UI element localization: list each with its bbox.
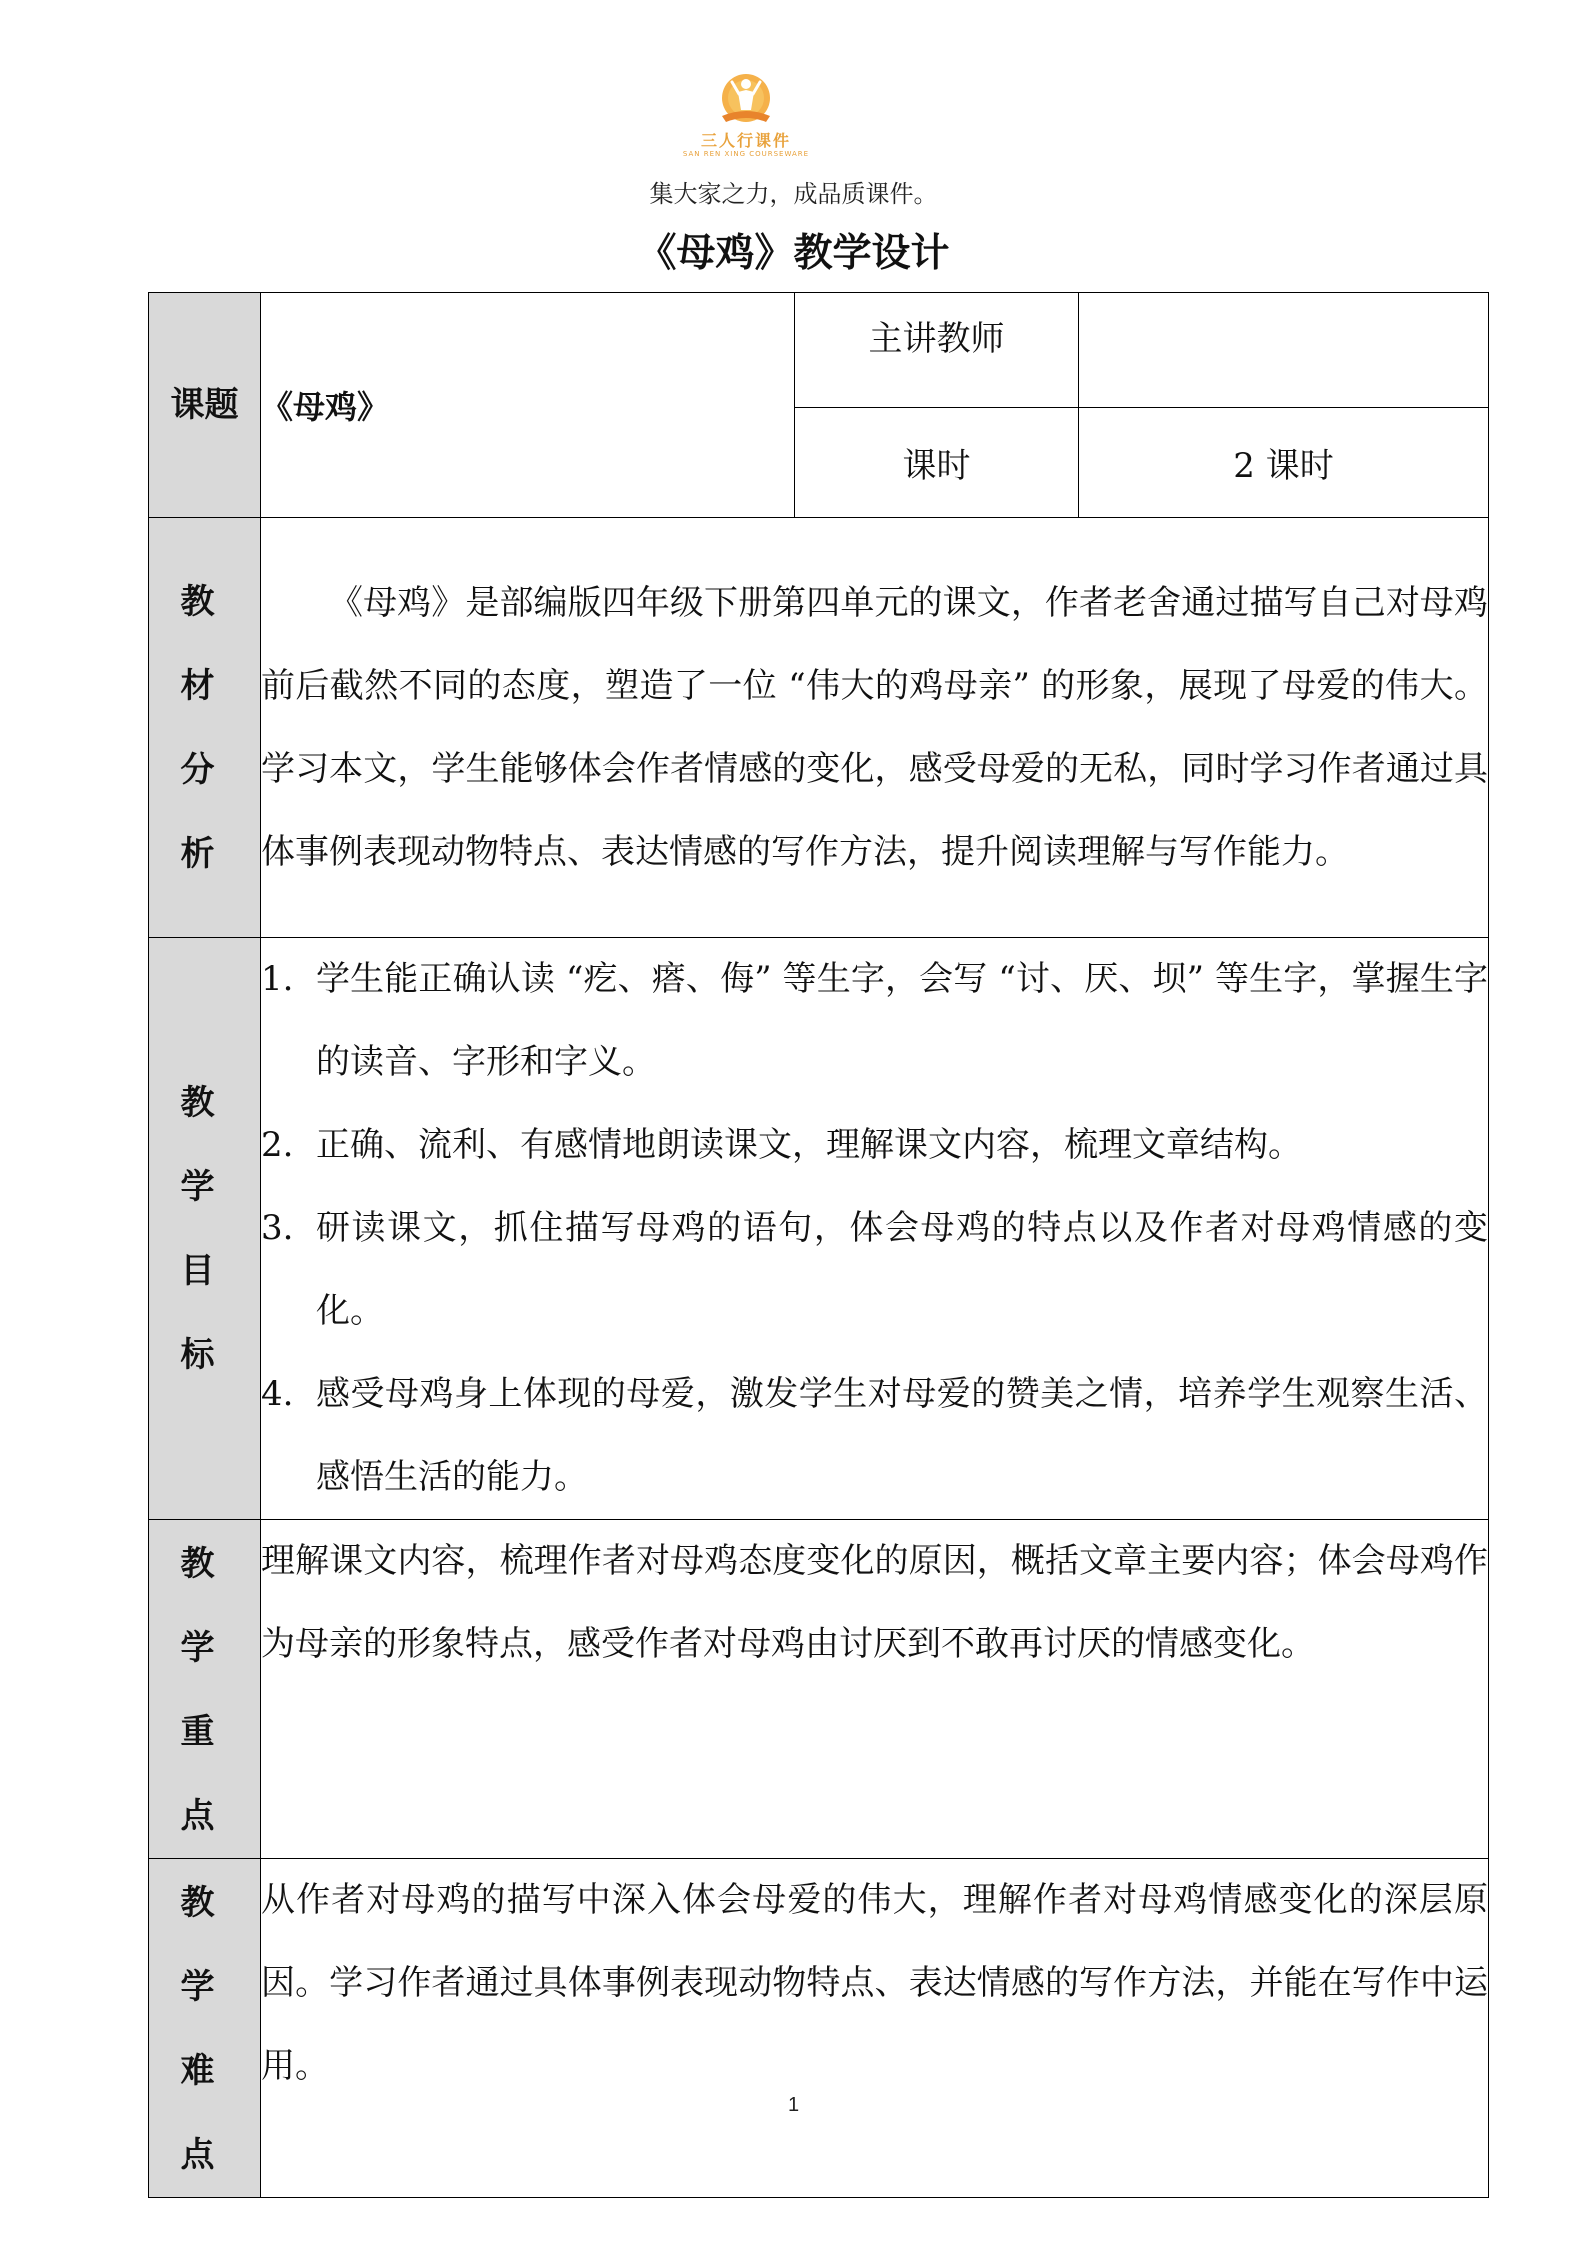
goals-list-cell bbox=[261, 938, 1489, 1520]
hours-value: 2 课时 bbox=[1079, 408, 1489, 518]
key-points-label: 教学重点 bbox=[149, 1520, 261, 1859]
teacher-label: 主讲教师 bbox=[795, 293, 1079, 408]
slogan: 集大家之力，成品质课件。 bbox=[649, 180, 938, 208]
hours-label: 课时 bbox=[795, 408, 1079, 518]
difficulty-text: 从作者对母鸡的描写中深入体会母爱的伟大，理解作者对母鸡情感变化的深层原因。学习作者通过具体事例表现动物特点、表达情感的写作方法，并能在写作中运用。 bbox=[261, 1859, 1489, 2198]
lesson-plan-table bbox=[148, 292, 1489, 2198]
page-title: 《母鸡》教学设计 bbox=[637, 230, 950, 276]
difficulty-label: 教学难点 bbox=[149, 1859, 261, 2198]
topic-value: 《母鸡》 bbox=[261, 293, 795, 518]
logo-subtitle: SAN REN XING COURSEWARE bbox=[682, 150, 810, 158]
goals-list bbox=[261, 938, 1488, 1519]
analysis-label: 教材分析 bbox=[149, 518, 261, 938]
brand-logo bbox=[676, 70, 816, 162]
logo-figures-icon bbox=[676, 70, 816, 130]
topic-label: 课题 bbox=[149, 293, 261, 518]
goal-item: 1. 学生能正确认读 “疙、瘩、侮” 等生字，会写 “讨、厌、坝” 等生字，掌握生字的读音、字形和字义。 bbox=[261, 959, 1488, 1082]
goal-item: 2. 正确、流利、有感情地朗读课文，理解课文内容，梳理文章结构。 bbox=[261, 1125, 1302, 1165]
goal-item: 3. 研读课文，抓住描写母鸡的语句，体会母鸡的特点以及作者对母鸡情感的变化。 bbox=[261, 1208, 1488, 1331]
goal-item: 4. 感受母鸡身上体现的母爱，激发学生对母爱的赞美之情，培养学生观察生活、感悟生活的能力。 bbox=[261, 1374, 1488, 1497]
page-number: 1 bbox=[787, 2094, 800, 2116]
goals-label: 教学目标 bbox=[149, 938, 261, 1520]
teacher-value bbox=[1079, 293, 1489, 408]
logo-wordmark: 三人行课件 bbox=[700, 131, 791, 150]
key-points-text: 理解课文内容，梳理作者对母鸡态度变化的原因，概括文章主要内容；体会母鸡作为母亲的形象特点，感受作者对母鸡由讨厌到不敢再讨厌的情感变化。 bbox=[261, 1520, 1489, 1859]
analysis-text: 《母鸡》是部编版四年级下册第四单元的课文，作者老舍通过描写自己对母鸡前后截然不同的态度，塑造了一位 “伟大的鸡母亲” 的形象，展现了母爱的伟大。学习本文，学生能够体会作者情感的变化，感受母爱的无私，同时学习作者通过具体事例表现动物特点、表达情感的写作方法，提升阅读理解与写作能力。 bbox=[261, 518, 1489, 938]
